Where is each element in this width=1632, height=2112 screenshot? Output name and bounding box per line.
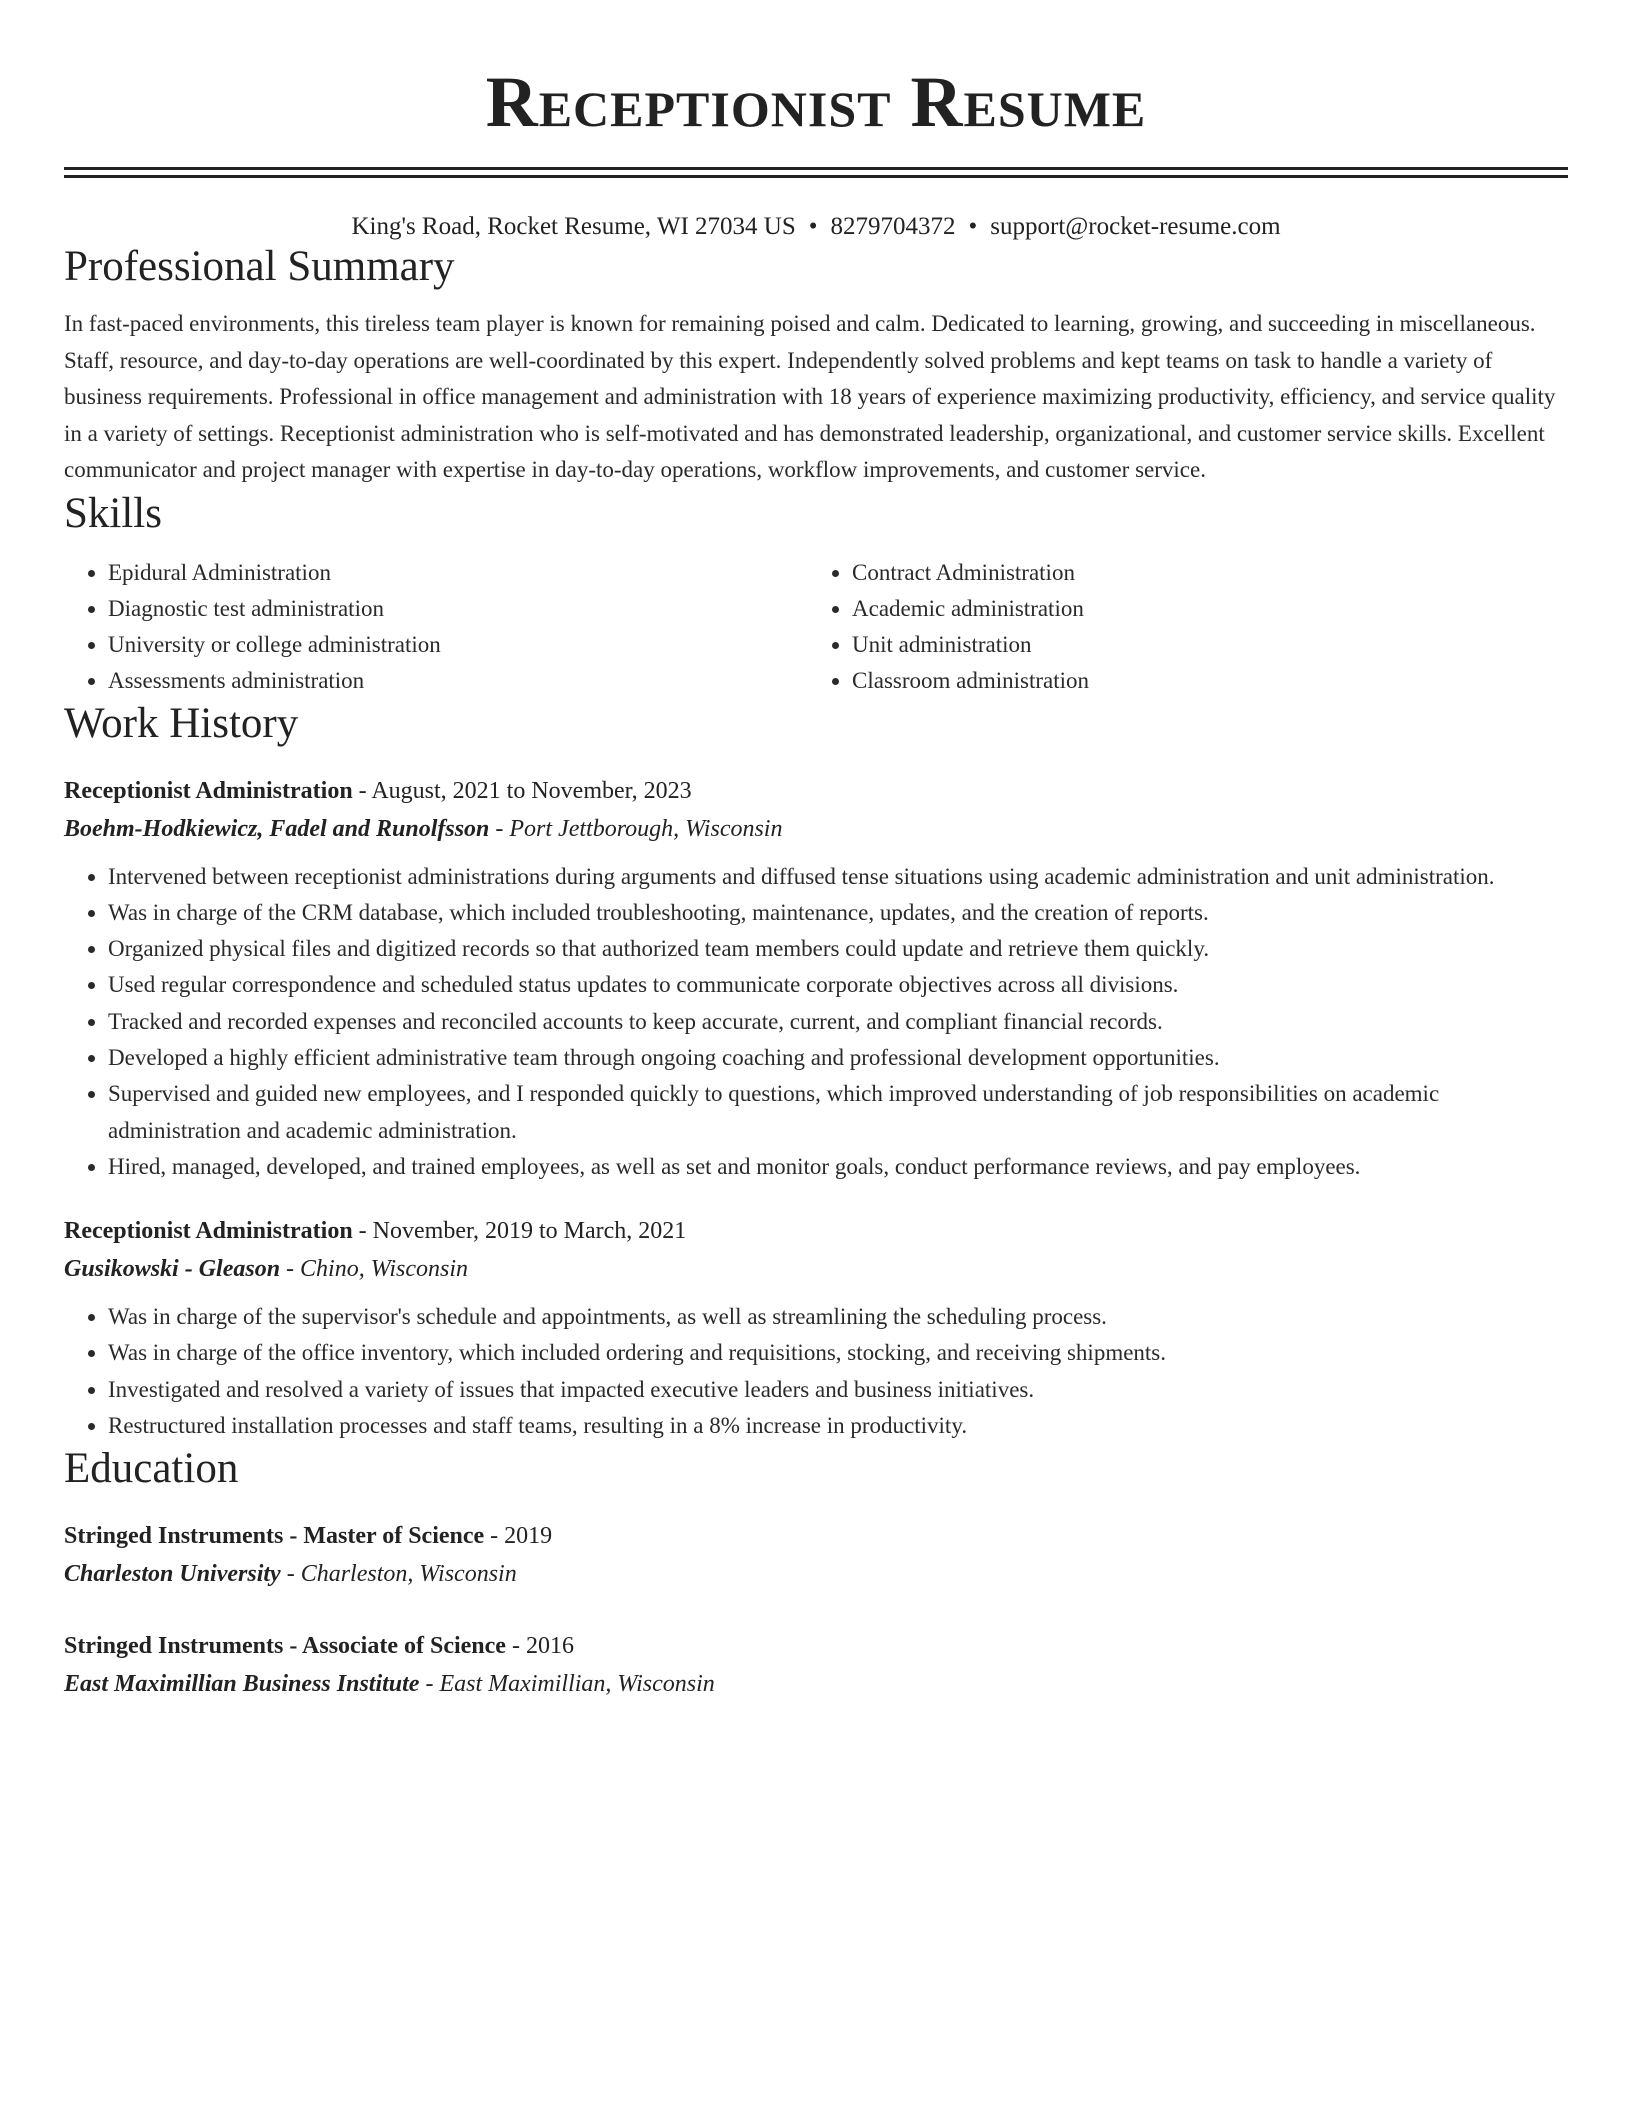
job-location: - Chino, Wisconsin xyxy=(286,1256,469,1283)
contact-email: support@rocket-resume.com xyxy=(990,213,1281,240)
job-bullets xyxy=(64,1299,1568,1444)
job-bullet: • Intervened between receptionist administrations during arguments and diffused tense situations using academic administration and unit administration. xyxy=(108,859,1568,895)
job-bullet: • Used regular correspondence and scheduled status updates to communicate corporate objectives across all divisions. xyxy=(108,967,1568,1003)
job-bullet: • Was in charge of the office inventory, which included ordering and requisitions, stocking, and receiving shipments. xyxy=(108,1335,1568,1371)
skill-item: • Assessments administration xyxy=(108,663,808,699)
job-bullet: • Developed a highly efficient administrative team through ongoing coaching and professional development opportunities. xyxy=(108,1040,1568,1076)
job-title: Receptionist Administration xyxy=(64,1218,353,1245)
job-title: Receptionist Administration xyxy=(64,777,353,804)
resume-page xyxy=(64,0,1568,1704)
skills-column-right xyxy=(808,555,1552,699)
skill-item: • Diagnostic test administration xyxy=(108,591,808,627)
section-heading-education: Education xyxy=(64,1445,239,1493)
job-header xyxy=(64,773,1568,809)
education-degree: Stringed Instruments - Associate of Science xyxy=(64,1633,506,1660)
job-header xyxy=(64,1213,1568,1249)
job-location: - Port Jettborough, Wisconsin xyxy=(495,815,783,842)
job-entry xyxy=(64,773,1568,1186)
skill-item: • Academic administration xyxy=(852,591,1552,627)
education-header xyxy=(64,1518,1568,1554)
skill-item: • Contract Administration xyxy=(852,555,1552,591)
job-bullet: • Supervised and guided new employees, and I responded quickly to questions, which improved understanding of job responsibilities on academic administration and academic administration. xyxy=(108,1076,1568,1149)
job-company: Boehm-Hodkiewicz, Fadel and Runolfsson xyxy=(64,815,490,842)
job-entry xyxy=(64,1213,1568,1444)
job-bullet: • Organized physical files and digitized records so that authorized team members could update and retrieve them quickly. xyxy=(108,931,1568,967)
contact-address: King's Road, Rocket Resume, WI 27034 US xyxy=(351,213,796,240)
job-bullet: • Restructured installation processes and staff teams, resulting in a 8% increase in productivity. xyxy=(108,1408,1568,1444)
job-dates: - November, 2019 to March, 2021 xyxy=(358,1218,687,1245)
job-bullet: • Was in charge of the supervisor's schedule and appointments, as well as streamlining the scheduling process. xyxy=(108,1299,1568,1335)
education-school-line xyxy=(64,1554,1568,1594)
job-bullet: • Investigated and resolved a variety of issues that impacted executive leaders and business initiatives. xyxy=(108,1372,1568,1408)
contact-line xyxy=(64,212,1568,242)
skill-item: • University or college administration xyxy=(108,627,808,663)
education-entry xyxy=(64,1628,1568,1704)
education-year: - 2019 xyxy=(490,1523,553,1550)
education-school-line xyxy=(64,1664,1568,1704)
education-year: - 2016 xyxy=(511,1633,574,1660)
education-school: East Maximillian Business Institute xyxy=(64,1671,420,1698)
contact-separator: • xyxy=(808,213,818,240)
job-employer xyxy=(64,809,1568,849)
job-company: Gusikowski - Gleason xyxy=(64,1256,281,1283)
job-bullets xyxy=(64,859,1568,1186)
section-heading-summary: Professional Summary xyxy=(64,243,455,290)
summary-text: In fast-paced environments, this tireless team player is known for remaining poised and calm. Dedicated to learning, growing, and succeeding in miscellaneous. Staff, resource, and day-to-day operations are well-coordinated by this expert. Independently solved problems and kept teams on task to handle a variety of business requirements. Professional in office management and administration with 18 years of experience maximizing productivity, efficiency, and service quality in a variety of settings. Receptionist administration who is self-motivated and has demonstrated leadership, organizational, and customer service skills. Excellent communicator and project manager with expertise in day-to-day operations, workflow improvements, and customer service. xyxy=(64,311,1556,482)
contact-separator: • xyxy=(968,213,978,240)
job-bullet: • Hired, managed, developed, and trained employees, as well as set and monitor goals, conduct performance reviews, and pay employees. xyxy=(108,1149,1568,1185)
education-degree: Stringed Instruments - Master of Science xyxy=(64,1523,485,1550)
job-employer xyxy=(64,1249,1568,1289)
skill-item: • Unit administration xyxy=(852,627,1552,663)
skills-column-left xyxy=(64,555,808,699)
education-location: - East Maximillian, Wisconsin xyxy=(425,1671,715,1698)
skill-item: • Epidural Administration xyxy=(108,555,808,591)
section-heading-skills: Skills xyxy=(64,489,162,537)
section-heading-work-history: Work History xyxy=(64,699,299,747)
contact-phone: 8279704372 xyxy=(830,213,956,240)
education-entry xyxy=(64,1518,1568,1594)
page-title: Receptionist Resume xyxy=(485,62,1147,142)
education-location: - Charleston, Wisconsin xyxy=(286,1561,517,1588)
skills-list xyxy=(64,555,1568,699)
education-header xyxy=(64,1628,1568,1664)
job-dates: - August, 2021 to November, 2023 xyxy=(358,777,692,804)
job-bullet: • Was in charge of the CRM database, which included troubleshooting, maintenance, updates, and the creation of reports. xyxy=(108,895,1568,931)
title-divider xyxy=(64,167,1568,178)
skill-item: • Classroom administration xyxy=(852,663,1552,699)
education-school: Charleston University xyxy=(64,1561,281,1588)
job-bullet: • Tracked and recorded expenses and reconciled accounts to keep accurate, current, and compliant financial records. xyxy=(108,1004,1568,1040)
